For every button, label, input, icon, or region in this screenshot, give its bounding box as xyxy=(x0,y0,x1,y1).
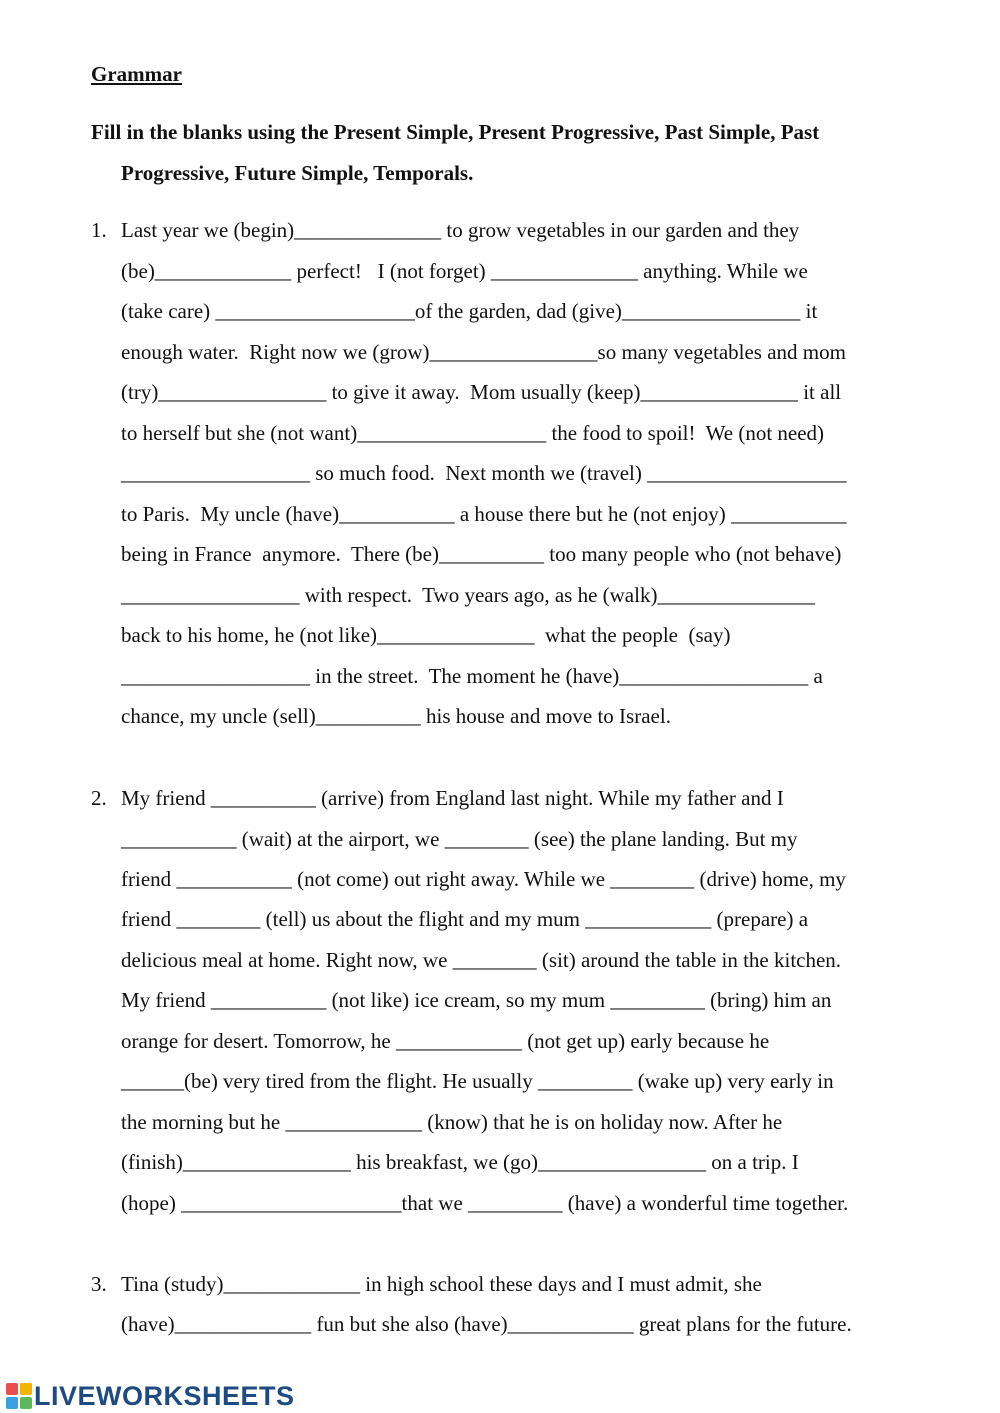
exercise-number: 2. xyxy=(91,786,107,810)
exercise-line: Last year we (begin)______________ to grow vegetables in our garden and they xyxy=(121,218,800,242)
exercise-line: (finish)________________ his breakfast, we (go)________________ on a trip. I xyxy=(121,1150,799,1174)
footer-brand xyxy=(6,1379,295,1413)
instructions-line-2: Progressive, Future Simple, Temporals. xyxy=(121,161,474,185)
exercise-line: to Paris. My uncle (have)___________ a house there but he (not enjoy) ___________ xyxy=(121,502,847,526)
exercise-line: (take care) ___________________of the garden, dad (give)_________________ it xyxy=(121,299,818,323)
exercise-line: (hope) _____________________that we _________ (have) a wonderful time together. xyxy=(121,1191,849,1215)
exercise-line: the morning but he _____________ (know) that he is on holiday now. After he xyxy=(121,1110,783,1134)
exercise-number: 3. xyxy=(91,1272,107,1296)
exercise-line: back to his home, he (not like)_______________ what the people (say) xyxy=(121,623,731,647)
exercise-line: _________________ with respect. Two years ago, as he (walk)_______________ xyxy=(121,583,815,607)
exercise-line: enough water. Right now we (grow)________________so many vegetables and mom xyxy=(121,340,846,364)
brand-name: LIVEWORKSHEETS xyxy=(34,1381,295,1411)
exercise-line: __________________ in the street. The moment he (have)__________________ a xyxy=(121,664,823,688)
exercise-line: My friend __________ (arrive) from England last night. While my father and I xyxy=(121,786,784,810)
exercise-line: orange for desert. Tomorrow, he ____________ (not get up) early because he xyxy=(121,1029,770,1053)
exercise-line: My friend ___________ (not like) ice cream, so my mum _________ (bring) him an xyxy=(121,988,832,1012)
exercise-line: (be)_____________ perfect! I (not forget) ______________ anything. While we xyxy=(121,259,808,283)
exercise-line: (have)_____________ fun but she also (have)____________ great plans for the future. xyxy=(121,1312,852,1336)
exercise-line: (try)________________ to give it away. Mom usually (keep)_______________ it all xyxy=(121,380,842,404)
liveworksheets-logo-icon xyxy=(6,1383,32,1409)
exercise-line: to herself but she (not want)__________________ the food to spoil! We (not need) xyxy=(121,421,825,445)
instructions-line-1: Fill in the blanks using the Present Simple, Present Progressive, Past Simple, Past xyxy=(91,120,820,144)
exercise-line: ______(be) very tired from the flight. He usually _________ (wake up) very early in xyxy=(121,1069,834,1093)
exercise-line: friend ___________ (not come) out right away. While we ________ (drive) home, my xyxy=(121,867,846,891)
exercise-line: __________________ so much food. Next month we (travel) ___________________ xyxy=(121,461,847,485)
exercise-line: being in France anymore. There (be)__________ too many people who (not behave) xyxy=(121,542,842,566)
page-title: Grammar xyxy=(91,62,182,86)
exercise-line: ___________ (wait) at the airport, we ________ (see) the plane landing. But my xyxy=(121,827,798,851)
exercise-line: chance, my uncle (sell)__________ his house and move to Israel. xyxy=(121,704,671,728)
exercise-number: 1. xyxy=(91,218,107,242)
exercise-line: friend ________ (tell) us about the flight and my mum ____________ (prepare) a xyxy=(121,907,809,931)
exercise-line: Tina (study)_____________ in high school these days and I must admit, she xyxy=(121,1272,762,1296)
exercise-line: delicious meal at home. Right now, we ________ (sit) around the table in the kitchen. xyxy=(121,948,842,972)
